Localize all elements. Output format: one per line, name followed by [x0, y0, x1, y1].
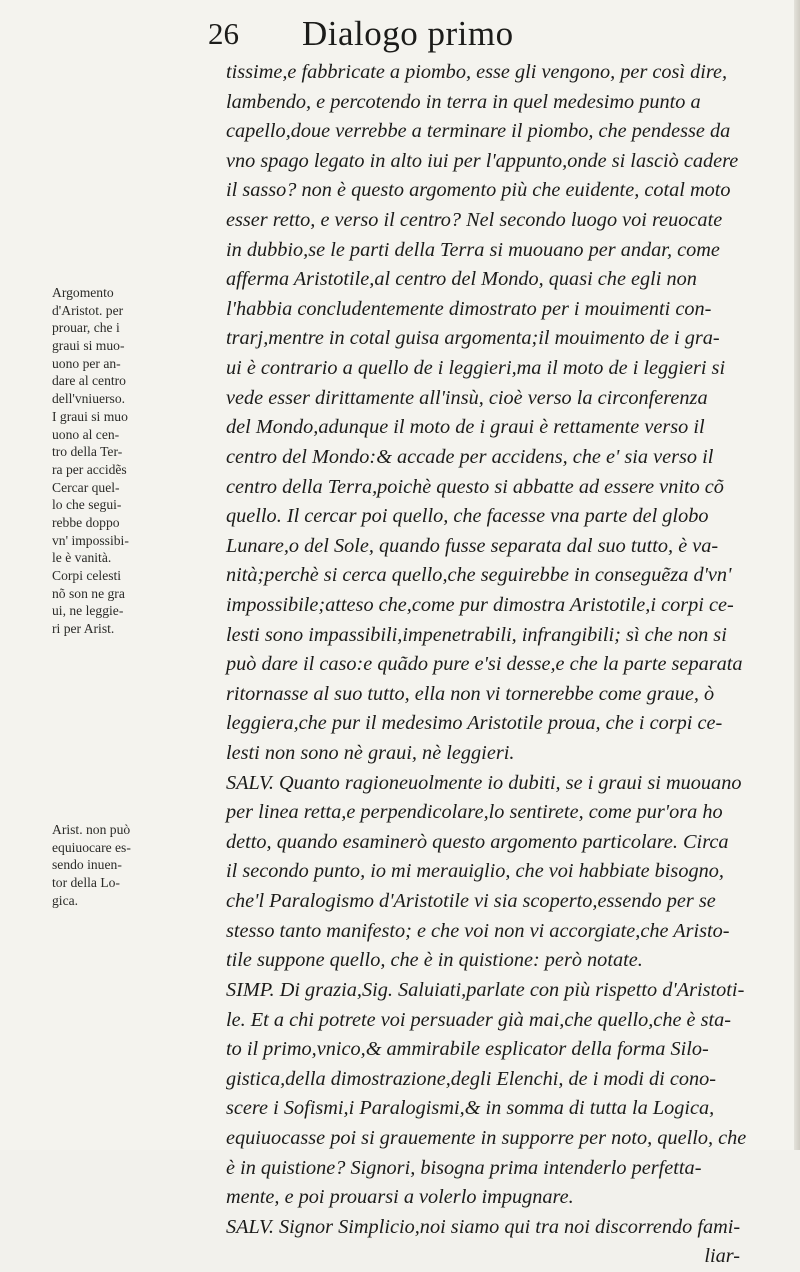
body-text	[226, 58, 778, 1272]
margin-note-line: graui si muo-	[52, 338, 125, 354]
text-line: afferma Aristotile,al centro del Mondo, quasi che egli non	[226, 268, 697, 291]
text-line: nità;perchè si cerca quello,che seguirebbe in conseguẽza d'vn'	[226, 564, 732, 587]
text-line: SALV. Signor Simplicio,noi siamo qui tra noi discorrendo fami-	[226, 1215, 741, 1238]
margin-note-line: tro della Ter-	[52, 444, 123, 460]
text-line: gistica,della dimostrazione,degli Elenchi, de i modi di cono-	[226, 1067, 717, 1090]
text-line: detto, quando esaminerò questo argomento particolare. Circa	[226, 830, 729, 853]
margin-note-argomento	[52, 284, 222, 638]
text-line: SIMP. Di grazia,Sig. Saluiati,parlate con più rispetto d'Aristoti-	[226, 978, 745, 1001]
margin-note-line: equiuocare es-	[52, 839, 131, 855]
text-line: Lunare,o del Sole, quando fusse separata dal suo tutto, è va-	[226, 534, 719, 557]
text-line: trarj,mentre in cotal guisa argomenta;il mouimento de i gra-	[226, 327, 720, 350]
text-line: è in quistione? Signori, bisogna prima intenderlo perfetta-	[226, 1156, 702, 1179]
text-line: equiuocasse poi si grauemente in supporre per noto, quello, che	[226, 1126, 747, 1149]
margin-note-line: le è vanità.	[52, 550, 112, 566]
text-line: le. Et a chi potrete voi persuader già mai,che quello,che è sta-	[226, 1008, 732, 1031]
text-line: per linea retta,e perpendicolare,lo sentirete, come pur'ora ho	[226, 801, 723, 824]
margin-note-line: Cercar quel-	[52, 479, 120, 495]
page-number: 26	[208, 16, 239, 51]
text-line: il secondo punto, io mi merauiglio, che voi habbiate bisogno,	[226, 860, 724, 883]
margin-note-line: Arist. non può	[52, 822, 131, 837]
text-line: può dare il caso:e quãdo pure e'si desse,e che la parte separata	[226, 653, 743, 676]
margin-note-line: dell'vniuerso.	[52, 391, 126, 407]
margin-note-line: vn' impossibi-	[52, 532, 129, 548]
text-line: scere i Sofismi,i Paralogismi,& in somma di tutta la Logica,	[226, 1097, 715, 1120]
text-line: lesti sono impassibili,impenetrabili, infrangibili; sì che non si	[226, 623, 727, 646]
text-line: ritornasse al suo tutto, ella non vi tornerebbe come graue, ò	[226, 682, 715, 705]
text-line: lesti non sono nè graui, nè leggieri.	[226, 742, 515, 765]
text-line: capello,doue verrebbe a terminare il piombo, che pendesse da	[226, 120, 731, 143]
text-line: ui è contrario a quello de i leggieri,ma il moto de i leggieri si	[226, 357, 726, 380]
running-head	[200, 14, 720, 58]
margin-note-line: sendo inuen-	[52, 857, 122, 873]
text-line: il sasso? non è questo argomento più che euidente, cotal moto	[226, 179, 731, 202]
text-line: vede esser dirittamente all'insù, cioè verso la circonferenza	[226, 386, 708, 409]
margin-note-line: ri per Arist.	[52, 621, 115, 637]
margin-note-line: uono per an-	[52, 355, 121, 371]
margin-note-line: gica.	[52, 892, 79, 908]
text-line: mente, e poi prouarsi a volerlo impugnare.	[226, 1186, 574, 1209]
margin-note-line: rebbe doppo	[52, 514, 120, 530]
running-title: Dialogo primo	[302, 14, 514, 53]
text-line: quello. Il cercar poi quello, che facesse vna parte del globo	[226, 505, 709, 528]
margin-note-line: dare al centro	[52, 373, 126, 389]
margin-note-line: lo che segui-	[52, 497, 122, 513]
margin-note-line: ra per accidẽs	[52, 461, 127, 477]
text-line: lambendo, e percotendo in terra in quel medesimo punto a	[226, 90, 701, 113]
text-line: impossibile;atteso che,come pur dimostra Aristotile,i corpi ce-	[226, 593, 734, 616]
text-line: in dubbio,se le parti della Terra si muouano per andar, come	[226, 238, 720, 261]
margin-note-line: prouar, che i	[52, 320, 120, 336]
margin-note-line: tor della Lo-	[52, 875, 120, 891]
text-line: esser retto, e verso il centro? Nel secondo luogo voi reuocate	[226, 209, 723, 232]
text-line: SALV. Quanto ragioneuolmente io dubiti, se i graui si muouano	[226, 771, 742, 794]
text-line: del Mondo,adunque il moto de i graui è rettamente verso il	[226, 416, 705, 439]
text-line: vno spago legato in alto iui per l'appunto,onde si lasciò cadere	[226, 149, 739, 172]
text-line: to il primo,vnico,& ammirabile esplicator della forma Silo-	[226, 1038, 709, 1061]
page-edge	[794, 0, 800, 1150]
margin-note-line: ui, ne leggie-	[52, 603, 124, 619]
margin-note-line: I graui si muo	[52, 408, 128, 424]
text-line: stesso tanto manifesto; e che voi non vi accorgiate,che Aristo-	[226, 919, 730, 942]
margin-note-line: uono al cen-	[52, 426, 120, 442]
margin-note-aristotile	[52, 821, 222, 909]
text-line: che'l Paralogismo d'Aristotile vi sia scoperto,essendo per se	[226, 890, 716, 913]
margin-note-line: nõ son ne gra	[52, 585, 125, 601]
margin-note-line: d'Aristot. per	[52, 302, 124, 318]
text-line: centro del Mondo:& accade per accidens, che e' sia verso il	[226, 445, 714, 468]
margin-note-line: Corpi celesti	[52, 568, 122, 583]
text-line: leggiera,che pur il medesimo Aristotile proua, che i corpi ce-	[226, 712, 723, 735]
text-line: l'habbia concludentemente dimostrato per i mouimenti con-	[226, 297, 712, 320]
text-line: liar-	[704, 1245, 740, 1268]
margin-note-line: Argomento	[52, 285, 114, 300]
text-line: centro della Terra,poichè questo si abbatte ad essere vnito cõ	[226, 475, 724, 498]
text-line: tile suppone quello, che è in quistione: però notate.	[226, 949, 643, 972]
text-line: tissime,e fabbricate a piombo, esse gli vengono, per così dire,	[226, 61, 728, 83]
